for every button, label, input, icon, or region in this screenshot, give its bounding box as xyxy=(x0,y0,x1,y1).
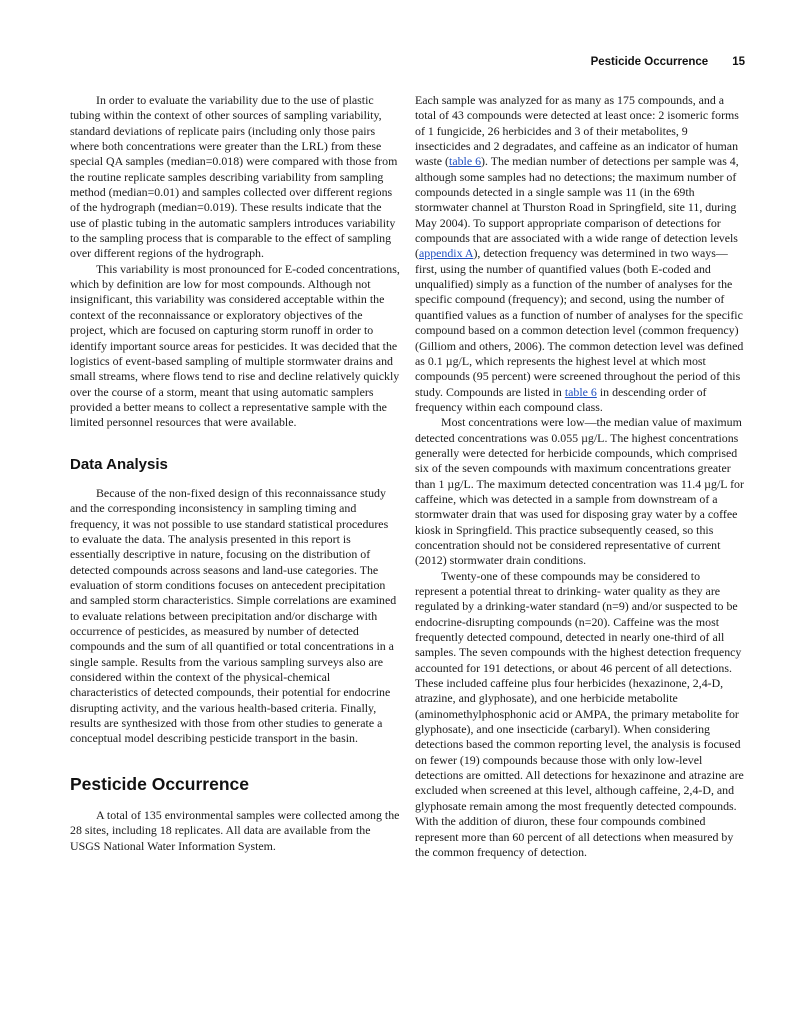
paragraph-drinking-water: Twenty-one of these compounds may be considered to represent a potential threat to drinking- water quality as they are regulated by a drinking-water standard (n=9) and/or suspected to be endocrine-disrupting compounds (n=20). Caffeine was the most frequently detected compound, detected in nearly one-third of all samples. The seven compounds with the highest detection frequency accounted for 191 detections, or about 46 percent of all detections. These included caffeine plus four herbicides (hexazinone, 2,4-D, atrazine, and glyphosate), and one herbicide metabolite (aminomethylphosphonic acid or AMPA, the primary metabolite for glyphosate), and one insecticide (carbaryl). When considering detections based the common reporting level, the analysis is focused on fewer (19) compounds because those with only low-level detections are omitted. All detections for hexazinone and atrazine are excluded when screened at this level, although caffeine, 2,4-D, and glyphosate remain among the most frequently detected compounds. With the addition of diuron, these four compounds combined represent more than 60 percent of all detections when measured by the common frequency of detection. xyxy=(415,568,744,859)
text-run: in descending order of frequency within each compound class. xyxy=(415,384,707,414)
text-run: Each sample was analyzed for as many as 175 compounds, and a total of 43 compounds were detected at least once: 2 isomeric forms of 1 fungicide, 26 herbicides and 3 of their metabolites, 9 insecticides and 2 degradates, and caffeine as an indicator of human waste ( xyxy=(415,93,739,169)
page-number: 15 xyxy=(732,56,745,68)
text-run: ), detection frequency was determined in two ways—first, using the number of quantified values (both E-coded and unqualified) simply as a function of the number of analyses for the specific compound (frequency); and second, using the number of quantified values as a function of number of analyses for the specific compound based on a common detection level (common frequency) (Gilliom and others, 2006). The common detection level was defined as 0.1 µg/L, which represents the highest level at which most compounds (95 percent) were screened throughout the period of this study. Compounds are listed in xyxy=(415,246,744,399)
table-6-link[interactable]: table 6 xyxy=(564,384,597,399)
running-head-section: Pesticide Occurrence xyxy=(590,56,709,68)
table-6-link[interactable]: table 6 xyxy=(449,154,482,169)
right-column xyxy=(415,93,745,860)
appendix-a-link[interactable]: appendix A xyxy=(418,246,474,261)
paragraph-concentrations: Most concentrations were low—the median value of maximum detected concentrations was 0.055 µg/L. The highest concentrations generally were detected for herbicide compounds, which comprised six of the seven compounds with maximum concentrations greater than 1 µg/L. The maximum detected concentration was 11.4 µg/L for caffeine, which was detected in a sample from downstream of a stormwater drain that was used for disposing gray water by a coffee kiosk in Springfield. This practice subsequently ceased, so this concentration should not be considered representative of current (2012) stormwater drain conditions. xyxy=(415,415,744,568)
text-run: ). The median number of detections per sample was 4, although some samples had no detections; the maximum number of compounds detected in a single sample was 11 (in the 69th stormwater channel at Thurston Road in Springfield, site 11, during May 2004). To support appropriate comparison of detections for compounds that are associated with a wide range of detection levels ( xyxy=(415,154,739,261)
paragraph-data-analysis: Because of the non-fixed design of this reconnaissance study and the corresponding inconsistency in sampling timing and frequency, it was not possible to use standard statistical procedures to evaluate the data. The analysis presented in this report is essentially descriptive in nature, focusing on the distribution of detected compounds across seasons and land-use categories. The evaluation of storm conditions focuses on antecedent precipitation and sampled storm characteristics. Simple correlations are examined to evaluate relations between precipitation and/or discharge with occurrence of pesticides, as measured by number of detected compounds and the sum of all quantified or total concentrations in a single sample. Results from the various sampling surveys also are considered within the context of the physical-chemical characteristics of detected compounds, their potential for endocrine disrupting activity, and the various health-based criteria. Finally, results are synthesized with those from other studies to generate a conceptual model describing pesticide transport in the basin. xyxy=(70,485,397,746)
heading-data-analysis: Data Analysis xyxy=(70,455,168,473)
heading-pesticide-occurrence: Pesticide Occurrence xyxy=(70,773,249,794)
left-column xyxy=(70,93,400,854)
paragraph-samples-collected: A total of 135 environmental samples were collected among the 28 sites, including 18 replicates. All data are available from the USGS National Water Information System. xyxy=(70,808,400,853)
paragraph-plastic-tubing: In order to evaluate the variability due to the use of plastic tubing within the context of other sources of sampling variability, standard deviations of replicate pairs (including only those pairs where both concentrations were greater than the LRL) from these special QA samples (median=0.018) were compared with those from the routine replicate samples describing variability from sampling method (median=0.01) and samples collected over different regions of the hydrograph (median=0.019). These results indicate that the use of plastic tubing in the automatic samplers introduces variability to the sampling process that is comparable to the effect of sampling over different regions of the hydrograph. xyxy=(70,93,398,261)
paragraph-compounds-analyzed xyxy=(415,93,745,415)
paragraph-variability: This variability is most pronounced for E-coded concentrations, which by definition are low for most compounds. Although not insignificant, this variability was considered acceptable within the context of the reconnaissance or exploratory objectives of the project, which are focused on capturing storm runoff in order to identify important source areas for pesticides. It was decided that the logistics of event-based sampling of multiple stormwater drains and small streams, where flows tend to rise and decline relatively quickly over the course of a storm, meant that using automatic samplers provided a better means to collect a representative sample with the limited personnel resources that were available. xyxy=(70,261,400,430)
running-head xyxy=(591,56,745,68)
